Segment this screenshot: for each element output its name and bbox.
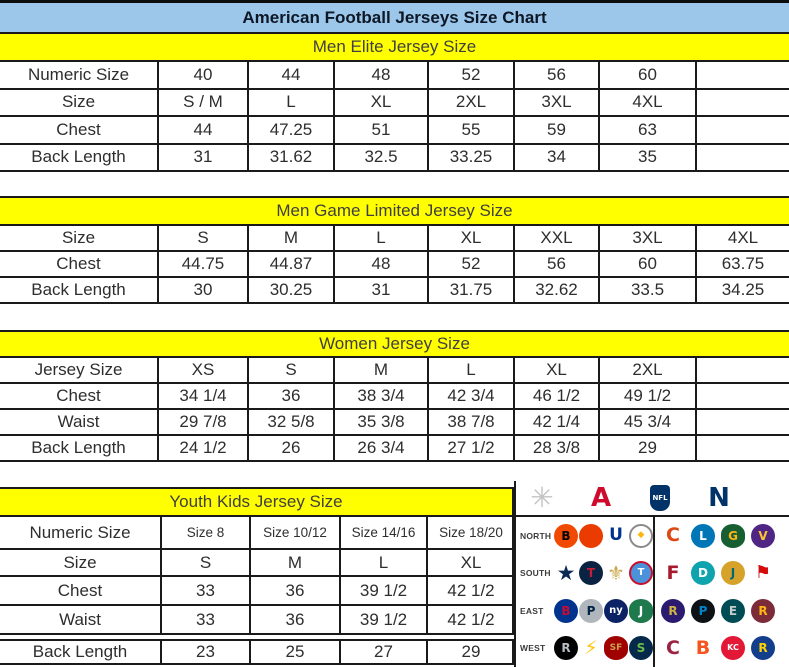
lions-logo: L [691,524,715,548]
table-cell: S [160,550,249,575]
table-cell: 63.75 [695,252,789,276]
table-cell: Size 14/16 [339,517,426,548]
table-row [0,117,789,145]
table-cell: 42 1/2 [426,577,514,604]
table-cell: Size 8 [160,517,249,548]
afc-team-logos [554,561,653,585]
nfl-shield-icon: NFL [650,485,670,511]
giants-logo: ny [604,599,628,623]
patriots-logo: P [579,599,603,623]
table-cell: 25 [249,641,339,663]
table-cell: S [247,358,333,382]
row-label: Size [61,92,96,112]
table-cell: 29 [426,641,514,663]
table-cell: 44.87 [247,252,333,276]
table-cell: 55 [427,117,513,143]
table-cell: 31 [157,145,247,171]
table-cell: 44.75 [157,252,247,276]
section-title: Men Game Limited Jersey Size [0,196,789,226]
table-cell: 40 [157,62,247,88]
table-rows [0,226,789,304]
table-cell: 34.25 [695,278,789,302]
vikings-logo: V [751,524,775,548]
table-cell: 36 [247,384,333,408]
table-cell: 63 [598,117,695,143]
table-cell: S [157,226,247,250]
table-cell: 2XL [427,90,513,116]
table-row [0,436,789,462]
table-cell [695,384,789,408]
jaguars-logo: J [721,561,745,585]
table-cell: 31 [333,278,427,302]
table-cell: 42 1/2 [426,606,514,633]
table-row [0,410,789,436]
table-cell: 34 [513,145,598,171]
table-cell: 23 [160,641,249,663]
browns-logo [579,524,603,548]
table-row [0,606,514,635]
titans-logo: T [629,561,653,585]
table-row [0,278,789,304]
nfc-team-logos [655,524,789,548]
falcons-logo: F [666,561,680,584]
saints-logo: ⚜ [607,561,625,586]
row-label: Numeric Size [29,522,131,542]
row-label: Back Length [31,147,126,167]
table-cell: 26 [247,436,333,460]
texans-logo: T [579,561,603,585]
row-label: Waist [59,609,101,629]
table-rows [0,358,789,462]
table-cell: 2XL [598,358,695,382]
table-cell: S / M [157,90,247,116]
row-label: Chest [56,386,101,405]
table-row [0,145,789,173]
table-cell: 31.75 [427,278,513,302]
row-label: Size [61,228,96,247]
bears-logo: C [666,524,680,547]
table-row [0,517,514,550]
table-cell: 45 3/4 [598,410,695,434]
dolphins-logo: D [691,561,715,585]
afc-logo-box [583,483,619,513]
table-cell: M [247,226,333,250]
division-row-north [516,517,789,555]
table-cell: XL [513,358,598,382]
table-cell: 42 1/4 [513,410,598,434]
women-size-table [0,330,789,462]
division-label: WEST [520,643,546,654]
table-cell: 32.62 [513,278,598,302]
table-cell: XL [333,90,427,116]
table-cell: L [339,550,426,575]
row-label: Back Length [32,642,128,661]
table-cell: 26 3/4 [333,436,427,460]
table-cell: Size 10/12 [249,517,339,548]
row-label: Back Length [31,438,126,457]
table-row [0,384,789,410]
table-cell [695,117,789,143]
table-cell: L [427,358,513,382]
table-cell: 32.5 [333,145,427,171]
row-label: Jersey Size [34,360,123,379]
table-cell: 33.5 [598,278,695,302]
jets-logo: J [629,599,653,623]
table-cell: M [333,358,427,382]
table-cell: 59 [513,117,598,143]
table-row [0,90,789,118]
nfc-team-logos [655,636,789,660]
table-cell [695,358,789,382]
cowboys-logo: ★ [556,560,576,585]
row-label: Chest [56,254,101,273]
table-cell: 38 3/4 [333,384,427,408]
ravens-logo: R [661,599,685,623]
table-cell: 51 [333,117,427,143]
table-cell: 24 1/2 [157,436,247,460]
division-row-west [516,630,789,667]
table-cell: L [333,226,427,250]
division-rows [516,517,789,667]
table-cell: 56 [513,62,598,88]
section-title: Women Jersey Size [0,330,789,358]
table-cell: 35 3/8 [333,410,427,434]
broncos-logo: B [695,636,711,659]
section-title: Youth Kids Jersey Size [0,487,514,517]
bills-logo: B [554,599,578,623]
nfl-teams-panel [514,481,789,667]
table-cell [695,62,789,88]
nfl-shield-icon-box [642,485,678,511]
division-label: EAST [520,605,544,616]
division-row-east [516,592,789,630]
table-cell: 33 [160,577,249,604]
table-cell: 34 1/4 [157,384,247,408]
table-cell [695,410,789,434]
table-cell: XS [157,358,247,382]
table-cell: 30 [157,278,247,302]
steelers-logo: ◆ [629,524,653,548]
row-label: Chest [57,580,103,600]
nfc-logo: N [708,483,730,513]
table-cell: 29 [598,436,695,460]
table-cell: 27 [339,641,426,663]
raiders-logo: R [554,636,578,660]
sun-burst-icon-box [524,481,560,514]
table-row [0,550,514,577]
chargers-logo: ⚡ [584,636,598,659]
row-label: Size [63,552,97,572]
cardinals-logo: C [666,636,680,659]
table-cell: 38 7/8 [427,410,513,434]
colts-logo: U [609,525,623,546]
table-cell: 48 [333,252,427,276]
table-cell: 44 [247,62,333,88]
table-cell: 30.25 [247,278,333,302]
table-cell: 32 5/8 [247,410,333,434]
table-cell: XL [427,226,513,250]
table-cell: 52 [427,252,513,276]
packers-logo: G [721,524,745,548]
table-cell: 4XL [598,90,695,116]
table-cell: 36 [249,577,339,604]
redskins-logo: R [751,599,775,623]
table-cell: 52 [427,62,513,88]
table-row [0,358,789,384]
table-cell: 48 [333,62,427,88]
table-row [0,639,514,665]
table-cell: 49 1/2 [598,384,695,408]
division-label: NORTH [520,530,552,541]
table-cell: 60 [598,252,695,276]
table-cell: 29 7/8 [157,410,247,434]
nfc-logo-box [701,483,737,513]
nfc-team-logos [655,561,789,585]
table-cell: 44 [157,117,247,143]
table-rows [0,517,514,665]
table-cell [695,436,789,460]
youth-kids-size-table [0,487,514,665]
chiefs-logo: KC [721,636,745,660]
table-cell: 33 [160,606,249,633]
table-row [0,62,789,90]
table-rows [0,62,789,172]
table-cell: 46 1/2 [513,384,598,408]
afc-team-logos [554,524,653,548]
table-cell: 47.25 [247,117,333,143]
panthers-logo: P [691,599,715,623]
table-cell: XXL [513,226,598,250]
table-cell: L [247,90,333,116]
page-title: American Football Jerseys Size Chart [0,3,789,34]
table-cell: 36 [249,606,339,633]
table-row [0,577,514,606]
table-cell: 33.25 [427,145,513,171]
table-cell: 39 1/2 [339,577,426,604]
table-cell: 4XL [695,226,789,250]
eagles-logo: E [721,599,745,623]
table-cell: 3XL [598,226,695,250]
conference-header-row [516,481,789,517]
row-label: Numeric Size [27,64,130,84]
table-cell: 27 1/2 [427,436,513,460]
afc-logo: A [590,483,612,513]
table-cell: 56 [513,252,598,276]
afc-team-logos [554,599,653,623]
row-label: Back Length [31,280,126,299]
men-elite-size-table [0,34,789,172]
table-cell: 28 3/8 [513,436,598,460]
49ers-logo: SF [604,636,628,660]
men-game-limited-size-table [0,196,789,304]
table-cell: 35 [598,145,695,171]
table-cell: XL [426,550,514,575]
nfc-team-logos [655,599,789,623]
table-cell: M [249,550,339,575]
row-label: Waist [57,412,100,431]
table-cell: 39 1/2 [339,606,426,633]
seahawks-logo: S [629,636,653,660]
row-label: Chest [56,119,101,139]
rams-logo: R [751,636,775,660]
sun-burst-icon: ✳ [530,481,554,514]
bengals-logo: B [554,524,578,548]
table-cell [695,90,789,116]
afc-team-logos [554,636,653,660]
table-cell: 42 3/4 [427,384,513,408]
table-row [0,226,789,252]
table-cell: Size 18/20 [426,517,514,548]
division-row-south [516,555,789,593]
division-label: SOUTH [520,568,551,579]
buccaneers-logo: ⚑ [754,562,772,584]
table-cell: 31.62 [247,145,333,171]
section-title: Men Elite Jersey Size [0,34,789,62]
table-cell [695,145,789,171]
table-cell: 3XL [513,90,598,116]
table-row [0,252,789,278]
table-cell: 60 [598,62,695,88]
